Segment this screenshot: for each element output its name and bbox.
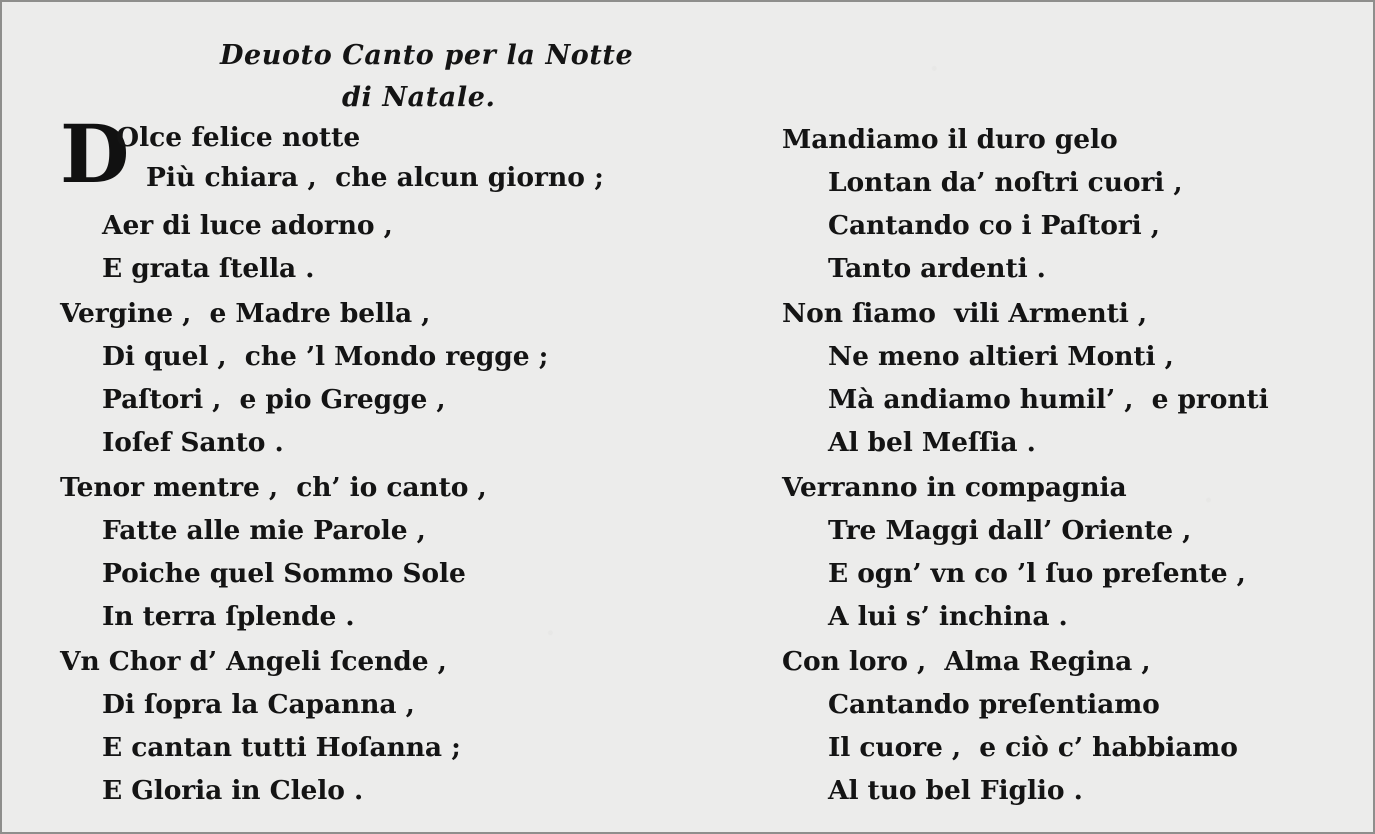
poem-line: Fatte alle mie Parole , xyxy=(102,515,426,546)
poem-line: Di ſopra la Capanna , xyxy=(102,689,415,720)
document-sheet xyxy=(2,2,1373,832)
stanza xyxy=(782,640,1375,812)
poem-line: Vergine , e Madre bella , xyxy=(60,298,431,329)
poem-line: E cantan tutti Hoſanna ; xyxy=(102,732,461,763)
poem-line: Al bel Meſſia . xyxy=(828,427,1036,458)
poem-line: Con loro , Alma Regina , xyxy=(782,646,1151,677)
poem-line: Verranno in compagnia xyxy=(782,472,1127,503)
poem-line: Ioſef Santo . xyxy=(102,427,284,458)
poem-line: Paſtori , e pio Gregge , xyxy=(102,384,446,415)
heading-line-1: Deuoto Canto per la Notte xyxy=(220,40,634,71)
poem-line: Tenor mentre , ch’ io canto , xyxy=(60,472,487,503)
poem-line: Vn Chor d’ Angeli ſcende , xyxy=(60,646,447,677)
poem-line: Olce felice notte xyxy=(116,122,361,153)
poem-line: Lontan da’ noſtri cuori , xyxy=(828,167,1183,198)
stanza xyxy=(782,292,1375,464)
stanza xyxy=(60,107,732,290)
poem-line: Tanto ardenti . xyxy=(828,253,1046,284)
poem-line: Mà andiamo humil’ , e pronti xyxy=(828,384,1269,415)
poem-line: E grata ſtella . xyxy=(102,253,315,284)
poem-line: Aer di luce adorno , xyxy=(102,210,393,241)
poem-line: In terra ſplende . xyxy=(102,601,355,632)
poem-line: Cantando preſentiamo xyxy=(828,689,1160,720)
poem-line: Al tuo bel Figlio . xyxy=(828,775,1083,806)
poem-line: Mandiamo il duro gelo xyxy=(782,124,1118,155)
poem-line: Cantando co i Paſtori , xyxy=(828,210,1160,241)
stanza xyxy=(782,466,1375,638)
stanza xyxy=(60,292,732,464)
poem-line: Di quel , che ’l Mondo regge ; xyxy=(102,341,549,372)
poem-line: Non ſiamo vili Armenti , xyxy=(782,298,1147,329)
dropcap: D xyxy=(60,107,130,201)
heading-line-2: di Natale. xyxy=(342,82,496,113)
poem-line: E Gloria in Clelo . xyxy=(102,775,364,806)
stanza xyxy=(60,640,732,812)
left-column xyxy=(2,107,732,814)
poem-line: Ne meno altieri Monti , xyxy=(828,341,1174,372)
stanza xyxy=(60,466,732,638)
right-column xyxy=(732,118,1375,814)
poem-line: Poiche quel Sommo Sole xyxy=(102,558,466,589)
poem-line: Più chiara , che alcun giorno ; xyxy=(146,162,604,193)
poem-line: A lui s’ inchina . xyxy=(828,601,1068,632)
poem-line: Il cuore , e ciò c’ habbiamo xyxy=(828,732,1238,763)
dropcap-line xyxy=(60,107,732,204)
poem-line: Tre Maggi dall’ Oriente , xyxy=(828,515,1192,546)
poem-line: E ogn’ vn co ’l ſuo preſente , xyxy=(828,558,1246,589)
poem-columns xyxy=(2,107,1375,814)
stanza xyxy=(782,118,1375,290)
